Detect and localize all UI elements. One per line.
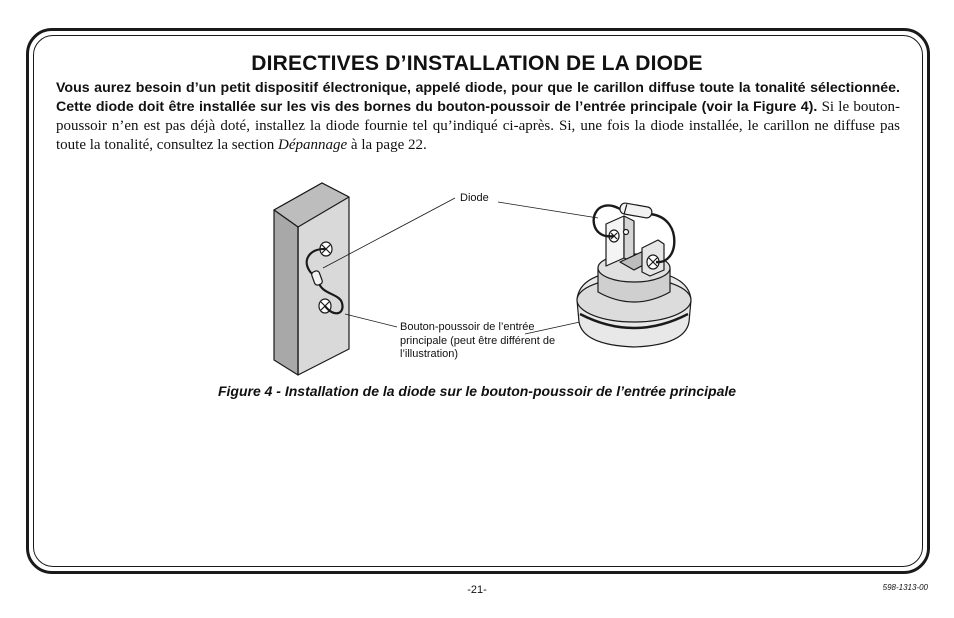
intro-bold-text: Vous aurez besoin d’un petit dispositif électronique, appelé diode, pour que le carillon diffuse toute la tonalité sélectionnée. Cette diode doit être installée sur les vis des bornes du bouton-poussoir de l’entrée principale (voir la Figure 4). <box>56 80 900 115</box>
page-number: -21- <box>467 584 487 596</box>
diode-label: Diode <box>460 192 489 204</box>
wall-block-drawing <box>274 183 349 375</box>
document-code: 598-1313-00 <box>882 583 928 592</box>
figure-caption: Figure 4 - Installation de la diode sur le bouton-poussoir de l’entrée principale <box>217 383 737 399</box>
intro-text-2: à la page 22. <box>347 137 427 153</box>
page-title: DIRECTIVES D’INSTALLATION DE LA DIODE <box>251 52 703 75</box>
intro-italic-link-text: Dépannage <box>278 137 348 153</box>
intro-text-1: Si le bouton-poussoir n’en est pas déjà doté, installez la diode fournie tel qu’indiqué ci-après. Si, une fois la diode installée, le carillon ne diffuse pas toute la tonalité, consultez la section <box>56 99 900 153</box>
push-button-label: Bouton-poussoir de l’entrée principale (peut être différent de l’illustration) <box>400 321 556 360</box>
push-button-drawing <box>577 202 691 347</box>
